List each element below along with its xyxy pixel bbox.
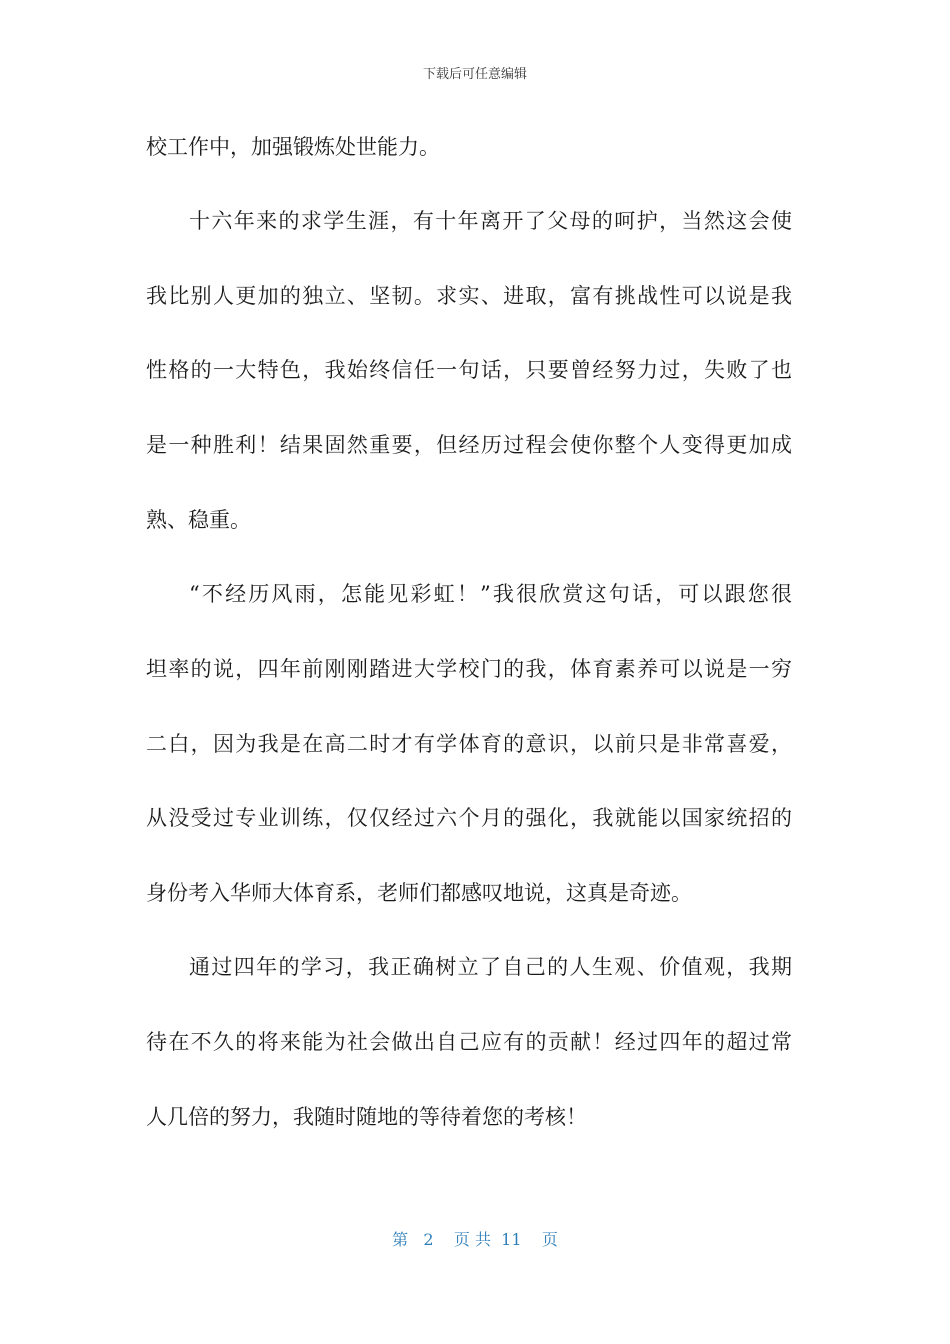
text-line: 熟、稳重。 bbox=[146, 508, 251, 532]
text-line: 校工作中，加强锻炼处世能力。 bbox=[146, 135, 440, 159]
footer-ye-gong: 页 共 bbox=[453, 1230, 491, 1249]
text-line: 身份考入华师大体育系，老师们都感叹地说，这真是奇迹。 bbox=[146, 881, 692, 905]
text-line: 通过四年的学习，我正确树立了自己的人生观、价值观，我期 bbox=[189, 955, 792, 979]
page-footer bbox=[0, 1230, 950, 1250]
footer-ye: 页 bbox=[541, 1230, 558, 1249]
text-line: 人几倍的努力，我随时随地的等待着您的考核！ bbox=[146, 1105, 587, 1129]
text-line: 我比别人更加的独立、坚韧。求实、进取，富有挑战性可以说是我 bbox=[146, 284, 792, 308]
text-line: 从没受过专业训练，仅仅经过六个月的强化，我就能以国家统招的 bbox=[146, 806, 792, 830]
footer-total-pages: 11 bbox=[501, 1230, 522, 1249]
page-header-note: 下载后可任意编辑 bbox=[422, 67, 527, 82]
text-line: 二白，因为我是在高二时才有学体育的意识，以前只是非常喜爱， bbox=[146, 732, 792, 756]
footer-page-number: 2 bbox=[423, 1230, 434, 1249]
text-line: 待在不久的将来能为社会做出自己应有的贡献！经过四年的超过常 bbox=[146, 1030, 792, 1054]
footer-di: 第 bbox=[392, 1230, 409, 1249]
text-line: 坦率的说，四年前刚刚踏进大学校门的我，体育素养可以说是一穷 bbox=[146, 657, 792, 681]
text-line: 十六年来的求学生涯，有十年离开了父母的呵护，当然这会使 bbox=[189, 209, 792, 233]
text-line: 是一种胜利！结果固然重要，但经历过程会使你整个人变得更加成 bbox=[146, 433, 792, 457]
text-line: 性格的一大特色，我始终信任一句话，只要曾经努力过，失败了也 bbox=[146, 358, 792, 382]
text-line: “不经历风雨，怎能见彩虹！”我很欣赏这句话，可以跟您很 bbox=[189, 582, 792, 606]
